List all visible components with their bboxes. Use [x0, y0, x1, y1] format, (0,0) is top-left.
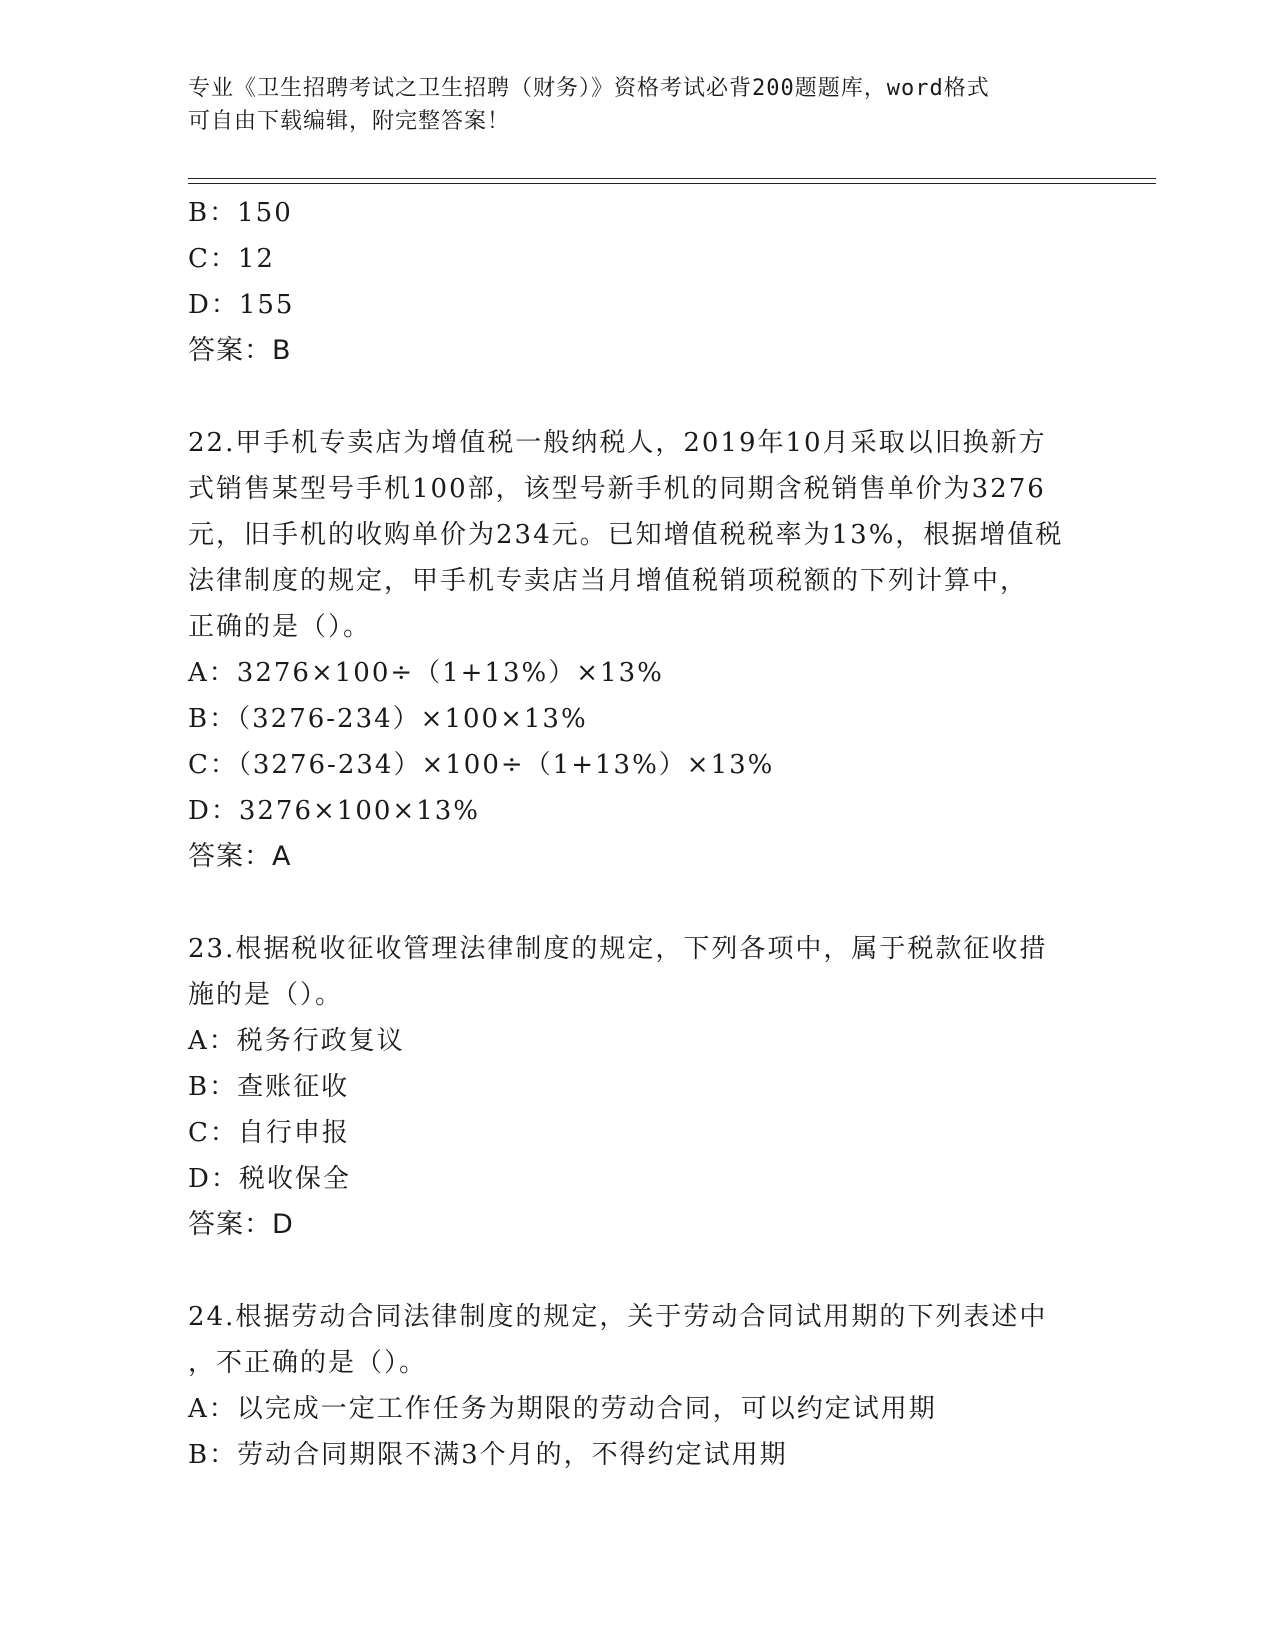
question-text-line: 施的是（）。 [188, 980, 344, 1010]
header-line-2: 可自由下载编辑，附完整答案！ [188, 109, 511, 134]
option-a: A：以完成一定工作任务为期限的劳动合同，可以约定试用期 [188, 1394, 937, 1424]
option-c: C：（3276-234）×100÷（1+13%）×13% [188, 750, 775, 780]
option-b: B：查账征收 [188, 1072, 350, 1102]
spacer [188, 1248, 1088, 1294]
answer-line: 答案：D [188, 1209, 294, 1240]
option-c: C：自行申报 [188, 1118, 350, 1148]
option-b: B：（3276-234）×100×13% [188, 704, 588, 734]
option-b: B：150 [188, 198, 293, 228]
question-text-line: 22.甲手机专卖店为增值税一般纳税人，2019年10月采取以旧换新方 [188, 428, 1047, 458]
option-d: D：税收保全 [188, 1164, 351, 1194]
option-c: C：12 [188, 244, 275, 274]
question-text-line: 式销售某型号手机100部，该型号新手机的同期含税销售单价为3276 [188, 474, 1046, 504]
question-text-line: 法律制度的规定，甲手机专卖店当月增值税销项税额的下列计算中， [188, 566, 1029, 596]
header-line-1: 专业《卫生招聘考试之卫生招聘（财务）》资格考试必背200题题库，word格式 [188, 76, 990, 101]
question-text-line: 元，旧手机的收购单价为234元。已知增值税税率为13%，根据增值税 [188, 520, 1064, 550]
question-23 [188, 926, 1088, 1248]
header-divider-bottom [188, 183, 1156, 184]
question-content [188, 190, 1088, 1478]
question-24 [188, 1294, 1088, 1478]
prev-question-block [188, 190, 1088, 374]
question-text-line: 24.根据劳动合同法律制度的规定，关于劳动合同试用期的下列表述中 [188, 1302, 1048, 1332]
spacer [188, 374, 1088, 420]
answer-line: 答案：A [188, 841, 292, 872]
option-a: A：税务行政复议 [188, 1026, 405, 1056]
option-a: A：3276×100÷（1+13%）×13% [188, 658, 664, 688]
document-header [188, 72, 1088, 138]
answer-line: 答案：B [188, 335, 292, 366]
spacer [188, 880, 1088, 926]
question-text-line: 23.根据税收征收管理法律制度的规定，下列各项中，属于税款征收措 [188, 934, 1048, 964]
option-d: D：155 [188, 290, 295, 320]
option-d: D：3276×100×13% [188, 796, 480, 826]
header-divider-top [188, 178, 1156, 179]
question-22 [188, 420, 1088, 880]
option-b: B：劳动合同期限不满3个月的，不得约定试用期 [188, 1440, 788, 1470]
question-text-line: 正确的是（）。 [188, 612, 372, 642]
question-text-line: ，不正确的是（）。 [188, 1348, 428, 1378]
